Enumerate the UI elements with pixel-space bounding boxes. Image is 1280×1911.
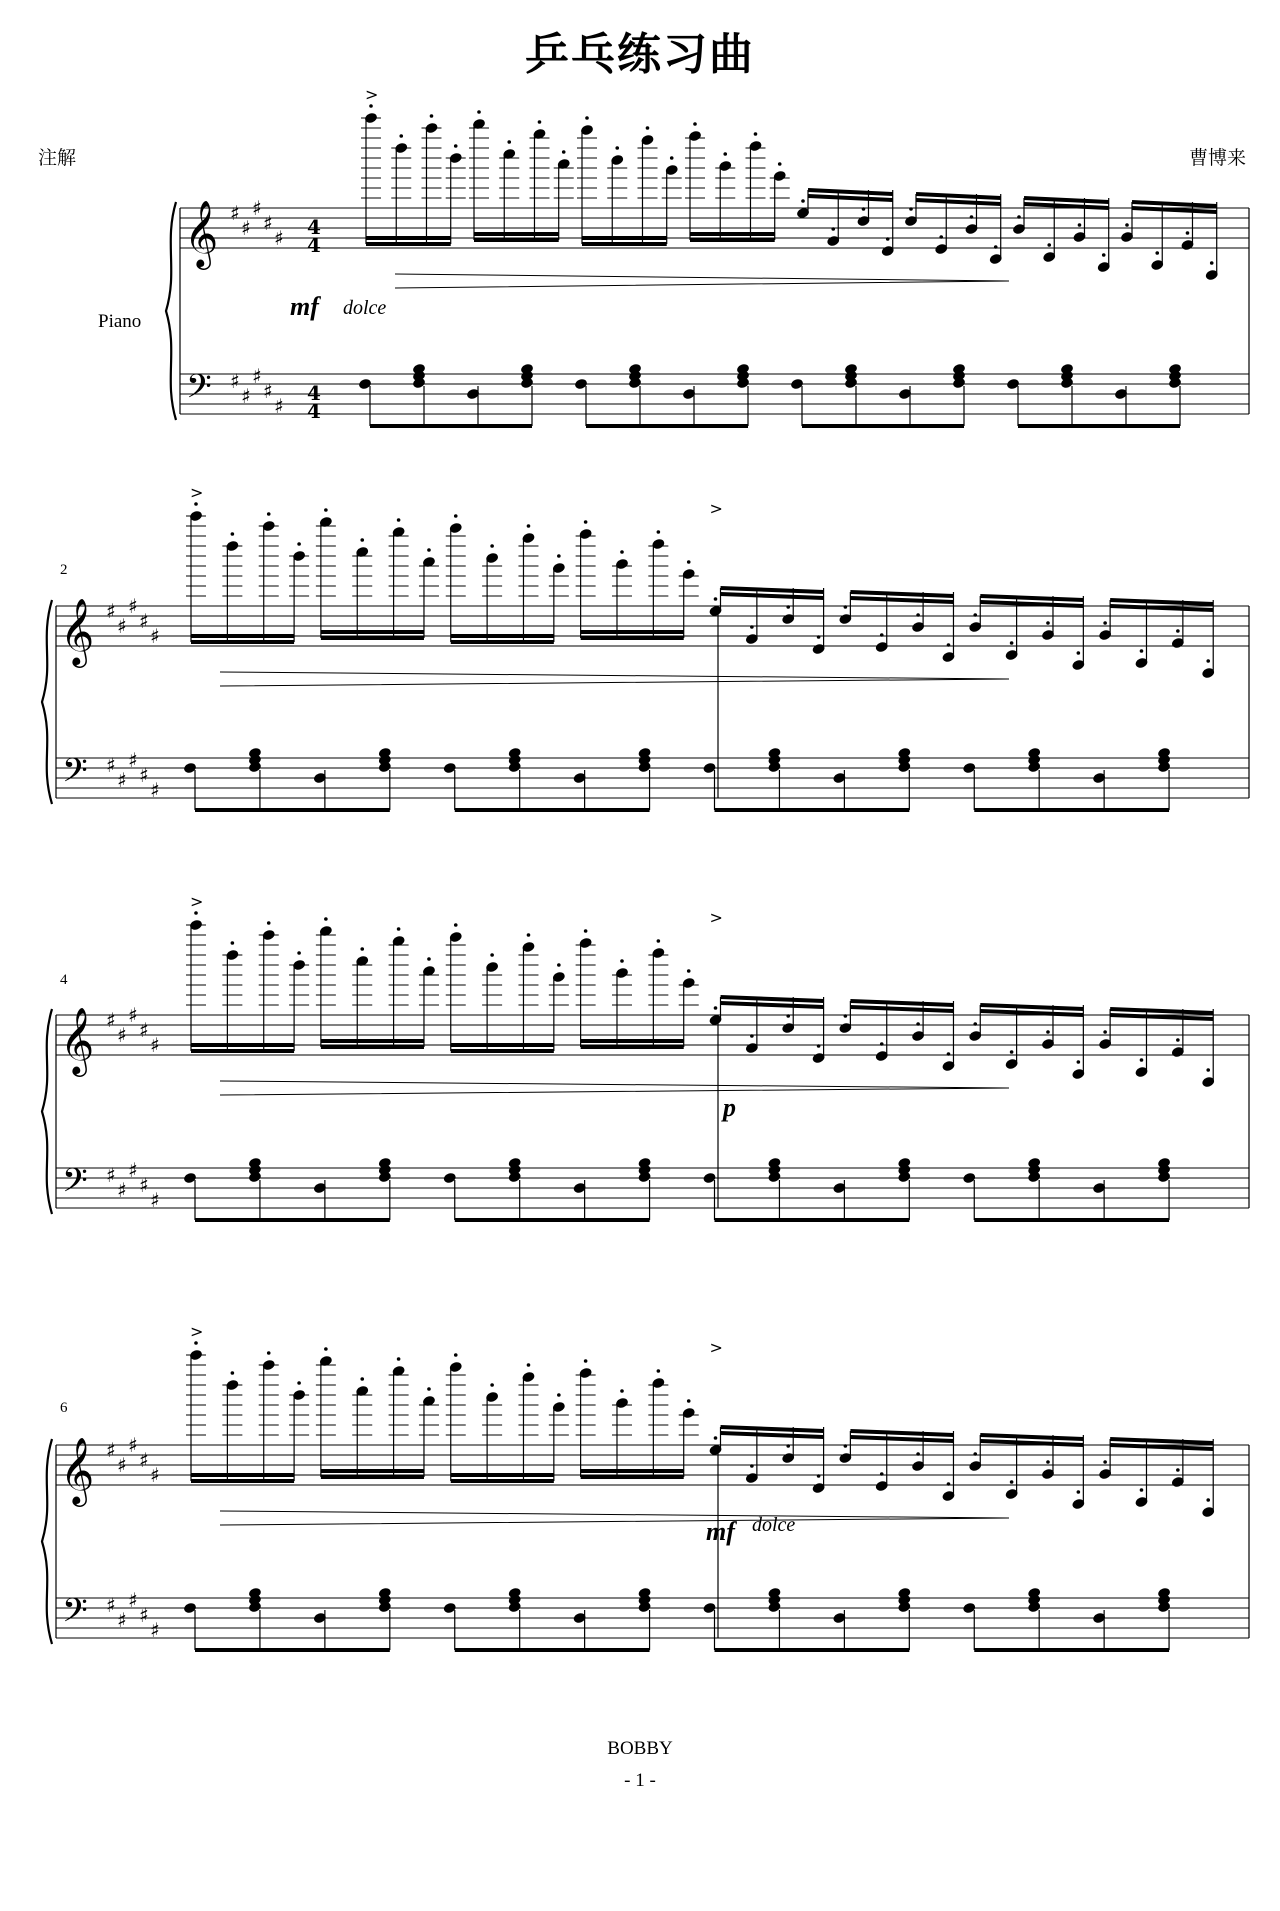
- annotation-label: 注解: [38, 147, 77, 169]
- key-signature-sharp: ♯: [106, 1593, 116, 1617]
- key-signature-sharp: ♯: [139, 763, 149, 787]
- note-beam: [850, 1001, 953, 1005]
- key-signature-sharp: ♯: [117, 1023, 127, 1047]
- staccato-dot: [454, 144, 458, 148]
- key-signature-sharp: ♯: [150, 624, 160, 648]
- hairpin: [220, 672, 1009, 686]
- staccato-dot: [369, 104, 373, 108]
- arranger-name: BOBBY: [607, 1738, 673, 1759]
- staccato-dot: [585, 116, 589, 120]
- staccato-dot: [194, 911, 198, 915]
- staccato-dot: [324, 1347, 328, 1351]
- staccato-dot: [1103, 1460, 1107, 1464]
- staccato-dot: [527, 524, 531, 528]
- staccato-dot: [801, 199, 805, 203]
- staccato-dot: [1176, 1468, 1180, 1472]
- bass-clef: 𝄢: [62, 1592, 88, 1638]
- staccato-dot: [714, 1006, 718, 1010]
- key-signature-sharp: ♯: [263, 379, 273, 403]
- staccato-dot: [687, 560, 691, 564]
- staccato-dot: [1186, 231, 1190, 235]
- staccato-dot: [538, 120, 542, 124]
- staccato-dot: [646, 126, 650, 130]
- key-signature-sharp: ♯: [106, 599, 116, 623]
- staccato-dot: [657, 530, 661, 534]
- bass-clef: 𝄢: [186, 368, 212, 414]
- staccato-dot: [1206, 659, 1210, 663]
- staccato-dot: [584, 1359, 588, 1363]
- key-signature-sharp: ♯: [230, 369, 240, 393]
- note-beam: [721, 594, 824, 598]
- key-signature-sharp: ♯: [106, 1163, 116, 1187]
- staccato-dot: [427, 1387, 431, 1391]
- staccato-dot: [844, 1014, 848, 1018]
- grand-staff-brace: [166, 202, 176, 420]
- staccato-dot: [397, 518, 401, 522]
- key-signature-sharp: ♯: [274, 226, 284, 250]
- accent-mark: >: [709, 1338, 723, 1357]
- key-signature-sharp: ♯: [139, 609, 149, 633]
- measure-number: 4: [60, 972, 68, 988]
- staccato-dot: [562, 150, 566, 154]
- key-signature-sharp: ♯: [274, 394, 284, 418]
- staccato-dot: [1103, 621, 1107, 625]
- expression-text: dolce: [752, 1514, 796, 1536]
- staccato-dot: [527, 933, 531, 937]
- note-beam: [916, 200, 1001, 204]
- staccato-dot: [1046, 1460, 1050, 1464]
- note-beam: [980, 596, 1083, 600]
- staccato-dot: [507, 140, 511, 144]
- staccato-dot: [994, 245, 998, 249]
- piece-title: 乒乓练习曲: [525, 29, 755, 80]
- staccato-dot: [324, 917, 328, 921]
- note-beam: [850, 598, 953, 602]
- grand-staff-brace: [42, 1439, 52, 1644]
- staccato-dot: [1125, 223, 1129, 227]
- key-signature-sharp: ♯: [117, 1178, 127, 1202]
- dynamic-mark: mf: [706, 1517, 735, 1546]
- staccato-dot: [657, 939, 661, 943]
- accent-mark: >: [709, 908, 723, 927]
- dynamic-mark: mf: [290, 292, 319, 321]
- staccato-dot: [1017, 215, 1021, 219]
- note-beam: [1132, 208, 1217, 212]
- staccato-dot: [1176, 1038, 1180, 1042]
- staccato-dot: [973, 1022, 977, 1026]
- grand-staff-brace: [42, 1009, 52, 1214]
- key-signature-sharp: ♯: [128, 1433, 138, 1457]
- staccato-dot: [231, 941, 235, 945]
- staccato-dot: [360, 947, 364, 951]
- staccato-dot: [786, 1014, 790, 1018]
- staccato-dot: [786, 1444, 790, 1448]
- key-signature-sharp: ♯: [128, 1158, 138, 1182]
- staccato-dot: [584, 929, 588, 933]
- staccato-dot: [527, 1363, 531, 1367]
- staccato-dot: [1103, 1030, 1107, 1034]
- staccato-dot: [1078, 223, 1082, 227]
- accent-mark: >: [709, 499, 723, 518]
- key-signature-sharp: ♯: [150, 1188, 160, 1212]
- staccato-dot: [615, 146, 619, 150]
- staccato-dot: [620, 1389, 624, 1393]
- staccato-dot: [844, 1444, 848, 1448]
- staccato-dot: [939, 235, 943, 239]
- staccato-dot: [194, 1341, 198, 1345]
- staccato-dot: [714, 1436, 718, 1440]
- staccato-dot: [916, 613, 920, 617]
- staccato-dot: [1140, 1058, 1144, 1062]
- staccato-dot: [557, 554, 561, 558]
- staccato-dot: [947, 1482, 951, 1486]
- note-beam: [980, 1011, 1083, 1015]
- note-beam: [808, 190, 893, 194]
- staccato-dot: [1176, 629, 1180, 633]
- key-signature-sharp: ♯: [150, 1033, 160, 1057]
- staccato-dot: [754, 132, 758, 136]
- key-signature-sharp: ♯: [139, 1603, 149, 1627]
- staccato-dot: [947, 643, 951, 647]
- staccato-dot: [786, 605, 790, 609]
- measure-number: 2: [60, 562, 68, 578]
- staccato-dot: [620, 550, 624, 554]
- staccato-dot: [620, 959, 624, 963]
- staccato-dot: [267, 1351, 271, 1355]
- staccato-dot: [557, 963, 561, 967]
- accent-mark: >: [190, 483, 204, 502]
- time-sig-numerator: 4: [307, 381, 321, 405]
- treble-clef: 𝄞: [60, 597, 95, 665]
- staccato-dot: [750, 1034, 754, 1038]
- key-signature-sharp: ♯: [150, 778, 160, 802]
- grand-staff-brace: [42, 600, 52, 804]
- staccato-dot: [1010, 641, 1014, 645]
- staccato-dot: [778, 162, 782, 166]
- note-beam: [850, 1431, 953, 1435]
- staccato-dot: [194, 502, 198, 506]
- staccato-dot: [723, 152, 727, 156]
- treble-clef: 𝄞: [60, 1006, 95, 1074]
- key-signature-sharp: ♯: [106, 753, 116, 777]
- staccato-dot: [1140, 1488, 1144, 1492]
- key-signature-sharp: ♯: [117, 768, 127, 792]
- key-signature-sharp: ♯: [106, 1438, 116, 1462]
- staccato-dot: [817, 1044, 821, 1048]
- note-beam: [980, 1441, 1083, 1445]
- staccato-dot: [267, 512, 271, 516]
- staccato-dot: [886, 237, 890, 241]
- note-beam: [1110, 1439, 1213, 1443]
- staccato-dot: [750, 1464, 754, 1468]
- staccato-dot: [916, 1022, 920, 1026]
- staccato-dot: [657, 1369, 661, 1373]
- key-signature-sharp: ♯: [128, 1003, 138, 1027]
- staccato-dot: [916, 1452, 920, 1456]
- key-signature-sharp: ♯: [139, 1018, 149, 1042]
- composer-name: 曹博来: [1188, 147, 1246, 169]
- key-signature-sharp: ♯: [150, 1463, 160, 1487]
- bass-clef: 𝄢: [62, 1162, 88, 1208]
- staccato-dot: [750, 625, 754, 629]
- key-signature-sharp: ♯: [117, 614, 127, 638]
- key-signature-sharp: ♯: [241, 216, 251, 240]
- key-signature-sharp: ♯: [139, 1173, 149, 1197]
- staccato-dot: [1140, 649, 1144, 653]
- staccato-dot: [1102, 253, 1106, 257]
- accent-mark: >: [190, 1322, 204, 1341]
- accent-mark: >: [365, 85, 379, 104]
- staccato-dot: [1046, 1030, 1050, 1034]
- staccato-dot: [1010, 1480, 1014, 1484]
- key-signature-sharp: ♯: [106, 1008, 116, 1032]
- staccato-dot: [297, 542, 301, 546]
- staccato-dot: [360, 1377, 364, 1381]
- staccato-dot: [324, 508, 328, 512]
- staccato-dot: [477, 110, 481, 114]
- note-beam: [1024, 198, 1109, 202]
- instrument-label: Piano: [98, 311, 142, 332]
- expression-text: dolce: [343, 297, 387, 319]
- staccato-dot: [831, 227, 835, 231]
- note-beam: [980, 602, 1083, 606]
- staccato-dot: [817, 635, 821, 639]
- staccato-dot: [909, 207, 913, 211]
- staccato-dot: [973, 613, 977, 617]
- note-beam: [1110, 1445, 1213, 1449]
- staccato-dot: [430, 114, 434, 118]
- staccato-dot: [862, 207, 866, 211]
- note-beam: [850, 592, 953, 596]
- staccato-dot: [693, 122, 697, 126]
- key-signature-sharp: ♯: [128, 1588, 138, 1612]
- staccato-dot: [880, 633, 884, 637]
- staccato-dot: [670, 156, 674, 160]
- staccato-dot: [490, 1383, 494, 1387]
- staccato-dot: [1155, 251, 1159, 255]
- note-beam: [1024, 204, 1109, 208]
- staccato-dot: [267, 921, 271, 925]
- staccato-dot: [973, 1452, 977, 1456]
- note-beam: [916, 194, 1001, 198]
- staccato-dot: [360, 538, 364, 542]
- note-beam: [1132, 202, 1217, 206]
- staccato-dot: [880, 1472, 884, 1476]
- staccato-dot: [454, 514, 458, 518]
- hairpin: [395, 274, 1009, 288]
- staccato-dot: [399, 134, 403, 138]
- key-signature-sharp: ♯: [139, 1448, 149, 1472]
- staccato-dot: [1210, 261, 1214, 265]
- staccato-dot: [880, 1042, 884, 1046]
- staccato-dot: [490, 953, 494, 957]
- key-signature-sharp: ♯: [241, 384, 251, 408]
- staccato-dot: [427, 957, 431, 961]
- staccato-dot: [947, 1052, 951, 1056]
- note-beam: [808, 196, 893, 200]
- key-signature-sharp: ♯: [117, 1608, 127, 1632]
- note-beam: [721, 1003, 824, 1007]
- staccato-dot: [454, 1353, 458, 1357]
- staccato-dot: [297, 951, 301, 955]
- time-sig-numerator: 4: [307, 215, 321, 239]
- staccato-dot: [1077, 1060, 1081, 1064]
- dynamic-mark: p: [723, 1093, 736, 1122]
- staccato-dot: [687, 1399, 691, 1403]
- note-beam: [850, 1007, 953, 1011]
- key-signature-sharp: ♯: [263, 211, 273, 235]
- note-beam: [850, 1437, 953, 1441]
- key-signature-sharp: ♯: [252, 364, 262, 388]
- staccato-dot: [1046, 621, 1050, 625]
- hairpin: [220, 1081, 1009, 1095]
- bass-clef: 𝄢: [62, 752, 88, 798]
- staccato-dot: [1206, 1068, 1210, 1072]
- staccato-dot: [397, 1357, 401, 1361]
- note-beam: [721, 997, 824, 1001]
- note-beam: [721, 588, 824, 592]
- staccato-dot: [714, 597, 718, 601]
- staccato-dot: [844, 605, 848, 609]
- staccato-dot: [1077, 651, 1081, 655]
- note-beam: [1110, 600, 1213, 604]
- note-beam: [980, 1435, 1083, 1439]
- key-signature-sharp: ♯: [117, 1453, 127, 1477]
- note-beam: [1110, 1009, 1213, 1013]
- staccato-dot: [1047, 243, 1051, 247]
- staccato-dot: [584, 520, 588, 524]
- note-beam: [1110, 1015, 1213, 1019]
- time-sig-denominator: 4: [307, 399, 321, 423]
- staccato-dot: [687, 969, 691, 973]
- staccato-dot: [1010, 1050, 1014, 1054]
- staccato-dot: [817, 1474, 821, 1478]
- staccato-dot: [1206, 1498, 1210, 1502]
- staccato-dot: [297, 1381, 301, 1385]
- note-beam: [721, 1433, 824, 1437]
- key-signature-sharp: ♯: [252, 196, 262, 220]
- staccato-dot: [1077, 1490, 1081, 1494]
- staccato-dot: [557, 1393, 561, 1397]
- note-beam: [980, 1005, 1083, 1009]
- note-beam: [1110, 606, 1213, 610]
- staccato-dot: [454, 923, 458, 927]
- staccato-dot: [490, 544, 494, 548]
- note-beam: [721, 1427, 824, 1431]
- key-signature-sharp: ♯: [230, 201, 240, 225]
- staccato-dot: [970, 215, 974, 219]
- hairpin: [220, 1511, 1009, 1525]
- key-signature-sharp: ♯: [150, 1618, 160, 1642]
- staccato-dot: [231, 1371, 235, 1375]
- staccato-dot: [427, 548, 431, 552]
- accent-mark: >: [190, 892, 204, 911]
- key-signature-sharp: ♯: [128, 594, 138, 618]
- staccato-dot: [397, 927, 401, 931]
- treble-clef: 𝄞: [184, 199, 219, 267]
- key-signature-sharp: ♯: [128, 748, 138, 772]
- treble-clef: 𝄞: [60, 1436, 95, 1504]
- staccato-dot: [231, 532, 235, 536]
- page-number: - 1 -: [624, 1770, 656, 1791]
- time-sig-denominator: 4: [307, 233, 321, 257]
- measure-number: 6: [60, 1400, 68, 1416]
